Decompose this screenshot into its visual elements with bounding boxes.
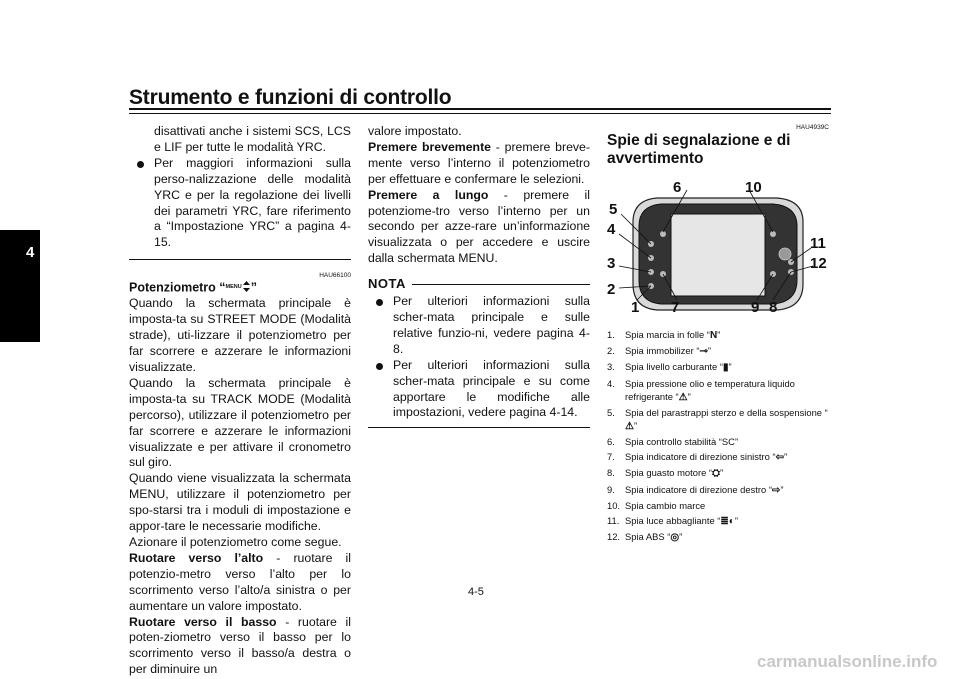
- turn-right-arrow-icon: ⇨: [771, 484, 781, 496]
- paragraph-street-mode: Quando la schermata principale è imposta-ta su STREET MODE (Modalità strade), uti-lizzare il potenziometro per far scorrere e azzerare le informazioni visualizzate.: [129, 296, 351, 375]
- paragraph-operate: Azionare il potenziometro come segue.: [129, 535, 342, 549]
- section-title-warning-lights: Spie di segnalazione e di avvertimento: [607, 132, 791, 167]
- callout-1: 1: [631, 299, 640, 316]
- column-2: [368, 124, 590, 428]
- instrument-cluster-illustration: [607, 174, 829, 324]
- continued-text: disattivati anche i sistemi SCS, LCS e LIF per tutte le modalità YRC.: [154, 124, 351, 154]
- nota-rule: [412, 284, 590, 285]
- warning-light-legend: [607, 328, 829, 544]
- legend-item: 7. Spia indicatore di direzione sinistro “⇦”: [607, 451, 788, 464]
- legend-item: 5. Spia del parastrappi sterzo e della sospensione “⚠”: [607, 406, 828, 432]
- legend-item: 11. Spia luce abbagliante “≣◐”: [607, 514, 738, 527]
- legend-item: 1. Spia marcia in folle “N”: [607, 329, 721, 341]
- abs-icon: ◎: [670, 532, 680, 544]
- section-divider: [129, 259, 351, 260]
- paragraph-rotate-down: Ruotare verso il basso - ruotare il poten-ziometro verso il basso per lo scorrimento verso il basso/a destra o per diminuire un: [129, 614, 351, 677]
- column-1: [129, 124, 351, 678]
- watermark-text: carmanualsonline.info: [757, 652, 938, 671]
- nota-bullet-1: Per ulteriori informazioni sulla scher-mata principale e sulle relative funzio-ni, vedere pagina 4-8.: [368, 294, 590, 358]
- neutral-icon: N: [709, 330, 718, 341]
- turn-left-arrow-icon: ⇦: [775, 452, 784, 464]
- title-rule: [129, 108, 831, 110]
- column-3: [607, 124, 829, 546]
- instrument-panel-diagram: [607, 174, 829, 324]
- section-code: HAU66100: [319, 272, 351, 280]
- paragraph-track-mode: Quando la schermata principale è imposta-ta su TRACK MODE (Modalità percorso), utilizzare il potenziometro per far scorrere e azzerare le informazioni visualizzate e per attivare il cronometro sul giro.: [129, 375, 351, 470]
- legend-item: 2. Spia immobilizer “⊸”: [607, 345, 712, 358]
- paragraph-rotate-up: Ruotare verso l’alto - ruotare il potenzio-metro verso l’alto per lo scorrimento verso l’alto/a sinistra o per aumentare un valore impostato.: [129, 550, 351, 613]
- menu-dial-icon: MENU: [226, 284, 251, 290]
- callout-11: 11: [810, 235, 826, 252]
- callout-3: 3: [607, 255, 616, 272]
- legend-item: 9. Spia indicatore di direzione destro “⇨”: [607, 483, 784, 496]
- callout-2: 2: [607, 281, 616, 298]
- warning-triangle-icon: ⚠: [678, 391, 688, 403]
- engine-icon: ⛭: [712, 468, 721, 480]
- legend-item: 6. Spia controllo stabilità “SC”: [607, 435, 739, 447]
- paragraph-long-press: Premere a lungo - premere il potenziome-tro verso l’interno per un secondo per azze-rare un’informazione visualizzata o per accedere e uscire dalla schermata MENU.: [368, 187, 590, 266]
- legend-item: 12. Spia ABS “◎”: [607, 531, 683, 544]
- callout-4: 4: [607, 221, 616, 238]
- bullet-yrc: Per maggiori informazioni sulla perso-nalizzazione delle modalità YRC e per la regolazione dei livelli dei parametri YRC, fare riferimento a “Impostazione YRC” a pagina 4-15.: [129, 156, 351, 251]
- section-heading-potentiometer: [129, 280, 351, 296]
- page-title: Strumento e funzioni di controllo: [129, 86, 452, 109]
- legend-item: 4. Spia pressione olio e temperatura liquido refrigerante “⚠”: [607, 377, 795, 403]
- section-code: HAU4939C: [796, 124, 829, 131]
- chapter-tab: 4: [0, 230, 40, 342]
- nota-end-rule: [368, 427, 590, 428]
- immobilizer-key-icon: ⊸: [699, 346, 708, 358]
- legend-item: 3. Spia livello carburante “▮”: [607, 361, 732, 374]
- paragraph-menu: Quando viene visualizzata la schermata MENU, utilizzare il potenziometro per spo-starsi tra i moduli di impostazione e appor-tare le necessarie modifiche.: [129, 471, 351, 534]
- nota-bullet-2: Per ulteriori informazioni sulla scher-mata principale e su come apportare le modifiche alle impostazioni, vedere pagina 4-14.: [368, 358, 590, 422]
- title-rule-thin: [129, 113, 831, 114]
- paragraph-continued: valore impostato.: [368, 124, 462, 138]
- legend-item: 10. Spia cambio marce: [607, 499, 706, 511]
- fuel-pump-icon: ▮: [722, 362, 729, 374]
- callout-8: 8: [769, 299, 778, 316]
- heading-prefix: Potenziometro “: [129, 280, 226, 295]
- callout-9: 9: [751, 299, 760, 316]
- high-beam-icon: ≣◐: [720, 515, 735, 527]
- callout-7: 7: [671, 299, 680, 316]
- callout-12: 12: [810, 255, 827, 272]
- warning-triangle-icon: ⚠: [625, 420, 634, 432]
- paragraph-short-press: Premere brevemente - premere breve-mente verso l’interno il potenziometro per effettuare e confermare le selezioni.: [368, 139, 590, 186]
- nota-label: NOTA: [368, 276, 406, 292]
- heading-suffix: ”: [250, 280, 257, 295]
- callout-6: 6: [673, 179, 682, 196]
- callout-5: 5: [609, 201, 618, 218]
- callout-10: 10: [745, 179, 762, 196]
- legend-item: 8. Spia guasto motore “⛭”: [607, 467, 724, 480]
- nota-header: [368, 276, 590, 292]
- page-number: 4-5: [468, 586, 484, 598]
